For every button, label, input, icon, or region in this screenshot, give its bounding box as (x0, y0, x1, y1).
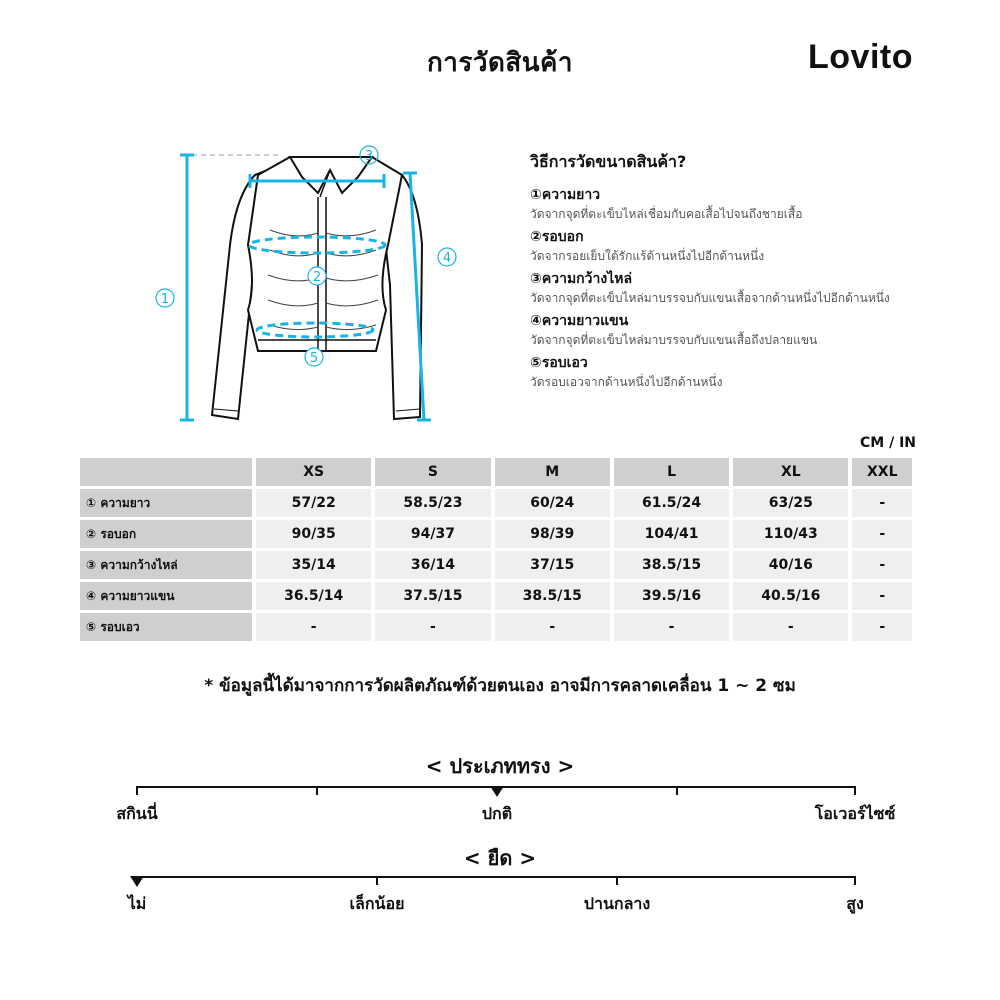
stretch-scale-tick (616, 876, 618, 885)
size-header: M (495, 458, 610, 486)
stretch-scale-marker (130, 876, 144, 887)
stretch-scale-line (136, 876, 856, 878)
garment-illustration (140, 135, 480, 435)
table-cell: 63/25 (733, 489, 848, 517)
fit-scale-label: โอเวอร์ไซซ์ (814, 804, 896, 823)
measuring-guide (530, 150, 940, 395)
size-table (76, 455, 916, 644)
guide-item-shoulder (530, 269, 940, 307)
size-header: XXL (852, 458, 912, 486)
fit-scale-label: สกินนี่ (116, 804, 158, 823)
table-cell: 98/39 (495, 520, 610, 548)
table-cell: 60/24 (495, 489, 610, 517)
stretch-scale-label: สูง (846, 894, 864, 913)
guide-item-desc: วัดจากจุดที่ตะเข็บไหล่มาบรรจบกับแขนเสื้อถึงปลายแขน (530, 333, 818, 347)
stretch-scale-tick (854, 876, 856, 885)
page-title: การวัดสินค้า (427, 48, 573, 78)
row-label: ④ ความยาวแขน (80, 582, 252, 610)
table-cell: 40.5/16 (733, 582, 848, 610)
table-row (80, 582, 912, 610)
measurement-note: * ข้อมูลนี้ได้มาจากการวัดผลิตภัณฑ์ด้วยตนเอง อาจมีการคลาดเคลื่อน 1 ~ 2 ซม (204, 676, 796, 696)
table-cell: 57/22 (256, 489, 371, 517)
guide-item-head: ②รอบอก (530, 229, 584, 245)
guide-item-waist (530, 353, 940, 391)
guide-item-head: ③ความกว้างไหล่ (530, 271, 633, 287)
size-header: S (375, 458, 490, 486)
guide-item-head: ⑤รอบเอว (530, 355, 588, 371)
table-cell: 38.5/15 (495, 582, 610, 610)
size-header: L (614, 458, 729, 486)
fit-scale-title: < ประเภททรง > (425, 754, 575, 778)
table-cell: 37/15 (495, 551, 610, 579)
table-cell: - (852, 520, 912, 548)
stretch-scale-label: เล็กน้อย (349, 894, 405, 913)
guide-item-desc: วัดรอบเอวจากด้านหนึ่งไปอีกด้านหนึ่ง (530, 375, 723, 389)
table-cell: 94/37 (375, 520, 490, 548)
diagram-label-length: 1 (160, 292, 170, 307)
stretch-scale-label: ไม่ (127, 894, 147, 913)
row-label: ⑤ รอบเอว (80, 613, 252, 641)
table-row (80, 613, 912, 641)
table-cell: 35/14 (256, 551, 371, 579)
row-label: ③ ความกว้างไหล่ (80, 551, 252, 579)
table-cell: 36/14 (375, 551, 490, 579)
table-cell: - (256, 613, 371, 641)
table-cell: 40/16 (733, 551, 848, 579)
table-cell: 90/35 (256, 520, 371, 548)
fit-scale-marker (490, 786, 504, 797)
table-corner (80, 458, 252, 486)
size-header: XL (733, 458, 848, 486)
row-label: ① ความยาว (80, 489, 252, 517)
table-cell: - (495, 613, 610, 641)
table-cell: 58.5/23 (375, 489, 490, 517)
guide-item-desc: วัดจากจุดที่ตะเข็บไหล่มาบรรจบกับแขนเสื้อจากด้านหนึ่งไปอีกด้านหนึ่ง (530, 291, 890, 305)
guide-title: วิธีการวัดขนาดสินค้า? (530, 152, 687, 171)
fit-scale-tick (854, 786, 856, 795)
table-cell: - (733, 613, 848, 641)
diagram-label-shoulder: 3 (364, 149, 374, 164)
table-cell: - (852, 551, 912, 579)
table-header-row (80, 458, 912, 486)
diagram-label-waist: 5 (309, 351, 319, 366)
unit-label: CM / IN (860, 435, 916, 451)
stretch-scale-label: ปานกลาง (583, 894, 651, 913)
table-row (80, 551, 912, 579)
guide-item-desc: วัดจากรอยเย็บใต้รักแร้ด้านหนึ่งไปอีกด้านหนึ่ง (530, 249, 765, 263)
diagram-label-bust: 2 (312, 270, 322, 285)
table-cell: - (614, 613, 729, 641)
garment-diagram (140, 135, 480, 435)
table-row (80, 520, 912, 548)
table-cell: - (852, 489, 912, 517)
table-cell: 37.5/15 (375, 582, 490, 610)
table-cell: 36.5/14 (256, 582, 371, 610)
stretch-scale-title: < ยืด > (463, 846, 537, 870)
guide-item-length (530, 185, 940, 223)
stretch-scale-tick (376, 876, 378, 885)
fit-scale-tick (316, 786, 318, 795)
table-cell: 104/41 (614, 520, 729, 548)
fit-scale-tick (676, 786, 678, 795)
guide-item-desc: วัดจากจุดที่ตะเข็บไหล่เชื่อมกับคอเสื้อไปจนถึงชายเสื้อ (530, 207, 803, 221)
guide-item-bust (530, 227, 940, 265)
fit-scale-tick (136, 786, 138, 795)
guide-item-sleeve (530, 311, 940, 349)
guide-item-head: ④ความยาวแขน (530, 313, 629, 329)
brand-logo: Lovito (808, 38, 913, 76)
row-label: ② รอบอก (80, 520, 252, 548)
table-cell: 38.5/15 (614, 551, 729, 579)
table-cell: - (375, 613, 490, 641)
table-row (80, 489, 912, 517)
guide-item-head: ①ความยาว (530, 187, 601, 203)
table-cell: 61.5/24 (614, 489, 729, 517)
table-cell: - (852, 582, 912, 610)
table-cell: 39.5/16 (614, 582, 729, 610)
fit-scale-label: ปกติ (481, 804, 513, 823)
table-cell: - (852, 613, 912, 641)
table-cell: 110/43 (733, 520, 848, 548)
size-header: XS (256, 458, 371, 486)
diagram-label-sleeve: 4 (442, 251, 452, 266)
